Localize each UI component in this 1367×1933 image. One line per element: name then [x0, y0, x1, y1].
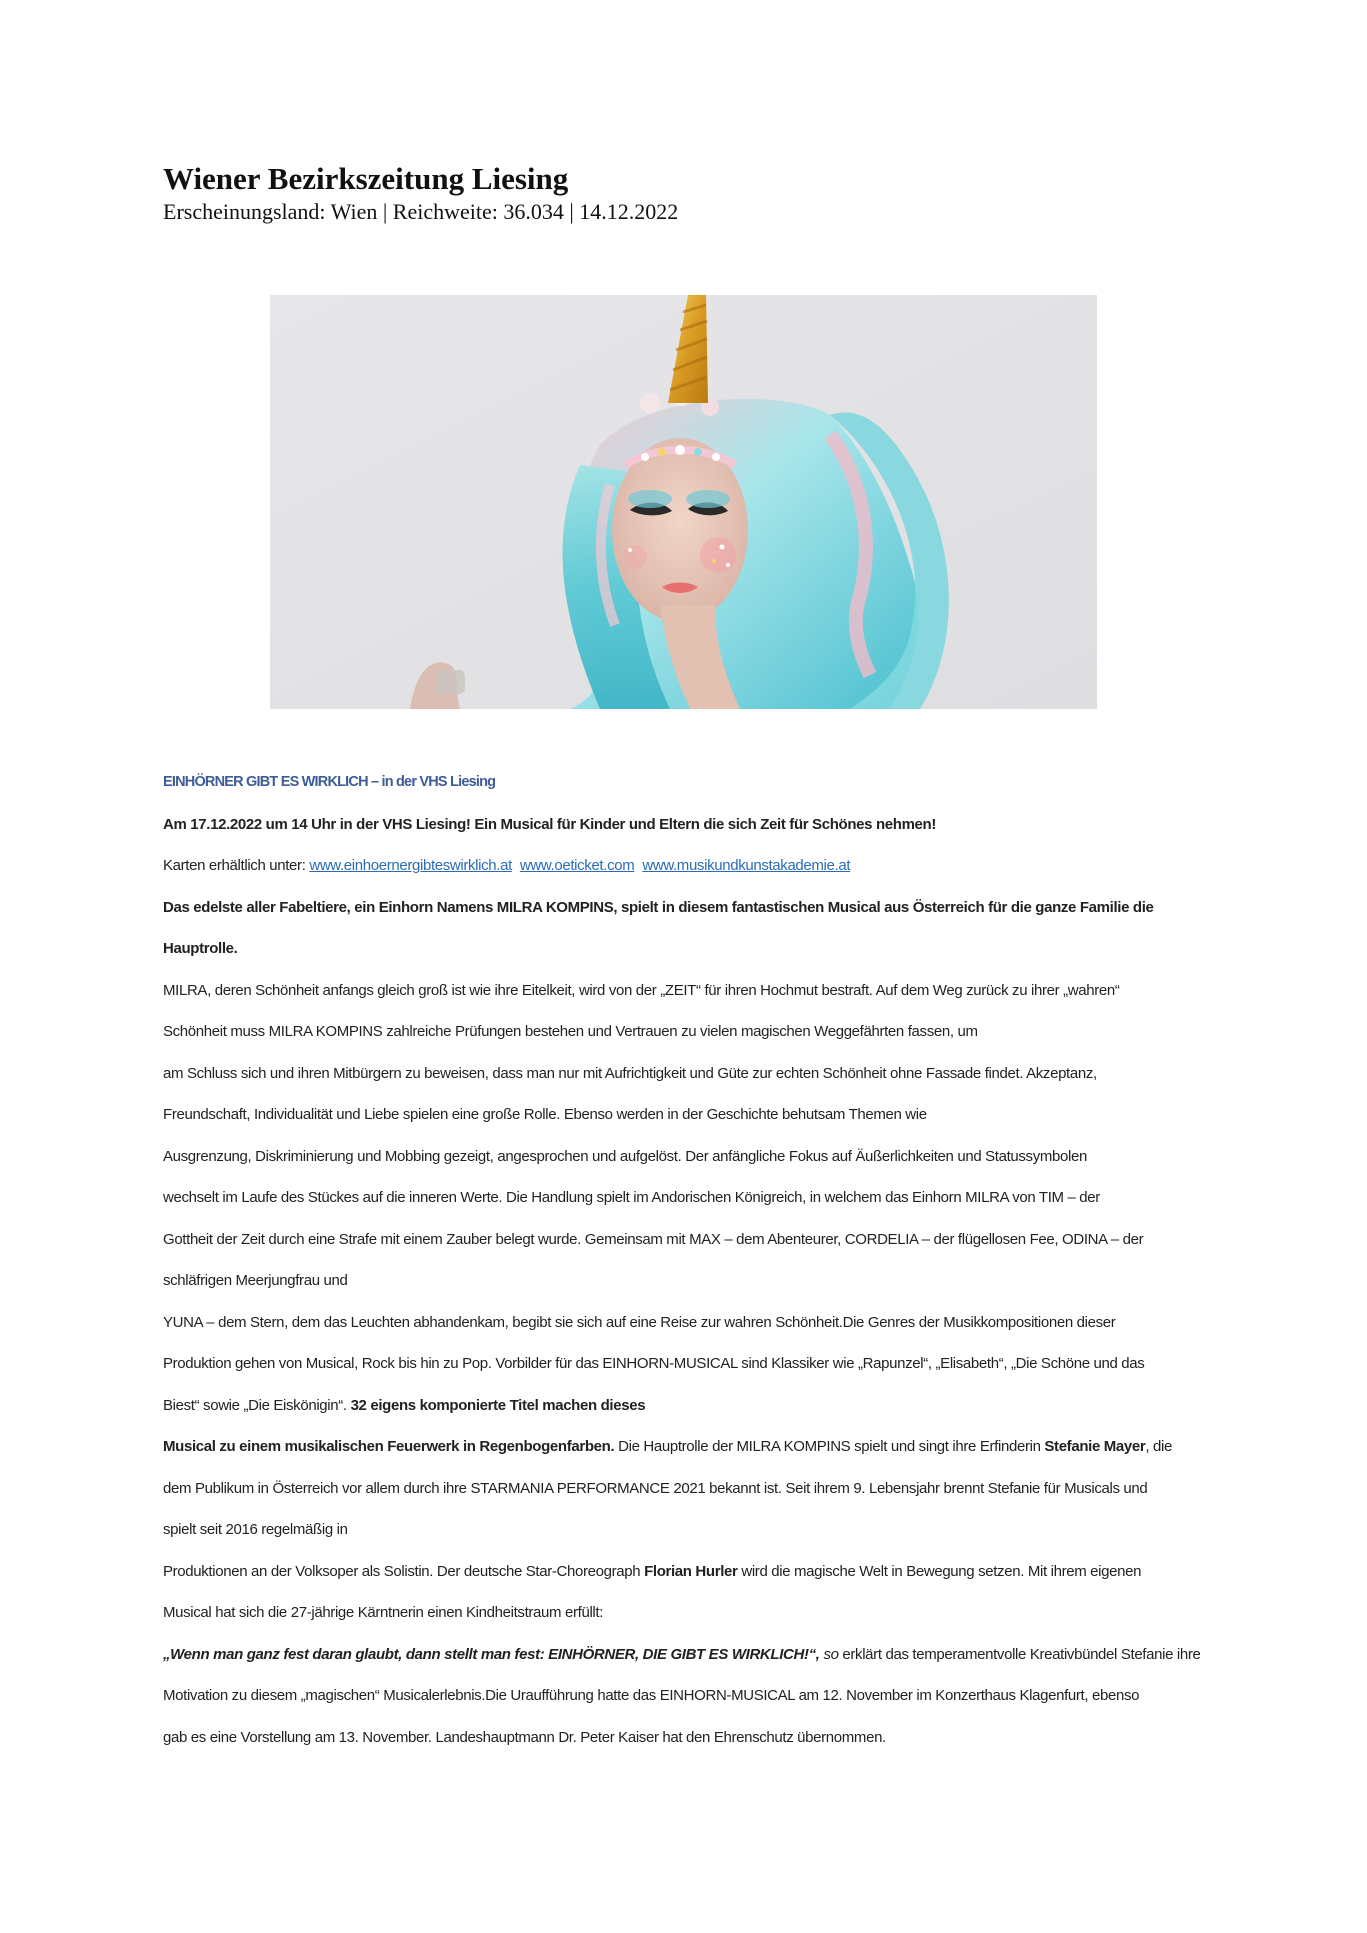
tickets-label: Karten erhältlich unter: — [163, 857, 310, 874]
article-lead: Am 17.12.2022 um 14 Uhr in der VHS Liesing! Ein Musical für Kinder und Eltern die sich Zeit für Schönes nehmen! — [163, 815, 937, 833]
body-line-11-bold: 32 eigens komponierte Titel machen dieses — [350, 1396, 646, 1414]
article-body — [163, 762, 1223, 1758]
body-line-6: wechselt im Laufe des Stückes auf die inneren Werte. Die Handlung spielt im Andorischen Königreich, in welchem das Einhorn MILRA von TIM – der — [163, 1189, 1100, 1206]
body-line-17-text: erklärt das temperamentvolle Kreativbündel Stefanie ihre — [838, 1645, 1201, 1663]
body-line-11-text: Biest“ sowie „Die Eiskönigin“. — [163, 1396, 351, 1414]
body-line-12-bold: Musical zu einem musikalischen Feuerwerk in Regenbogenfarben. — [163, 1438, 615, 1455]
body-line-15-text: Produktionen an der Volksoper als Solistin. Der deutsche Star-Choreograph — [163, 1562, 645, 1580]
body-line-5: Ausgrenzung, Diskriminierung und Mobbing gezeigt, angesprochen und aufgelöst. Der anfängliche Fokus auf Äußerlichkeiten und Statussymbolen — [163, 1147, 1087, 1165]
body-line-11 — [163, 1385, 1223, 1427]
body-line-7: Gottheit der Zeit durch eine Strafe mit einem Zauber belegt wurde. Gemeinsam mit MAX – dem Abenteurer, CORDELIA – der flügellosen Fee, ODINA – der — [163, 1230, 1144, 1248]
body-line-2: Schönheit muss MILRA KOMPINS zahlreiche Prüfungen bestehen und Vertrauen zu vielen magischen Weggefährten fassen, um — [163, 1023, 978, 1040]
body-line-14: spielt seit 2016 regelmäßig in — [163, 1521, 348, 1538]
body-line-17-quote: „Wenn man ganz fest daran glaubt, dann stellt man fest: EINHÖRNER, DIE GIBT ES WIRKLICH!“, — [163, 1645, 824, 1663]
body-line-15-end: wird die magische Welt in Bewegung setzen. Mit ihrem eigenen — [737, 1562, 1142, 1580]
body-line-12-name: Stefanie Mayer — [1044, 1438, 1146, 1455]
body-line-1: MILRA, deren Schönheit anfangs gleich groß ist wie ihre Eitelkeit, wird von der „ZEIT“ für ihren Hochmut bestraft. Auf dem Weg zurück zu ihrer „wahren“ — [163, 981, 1120, 999]
body-line-16: Musical hat sich die 27-jährige Kärntnerin einen Kindheitstraum erfüllt: — [163, 1604, 604, 1621]
body-line-9: YUNA – dem Stern, dem das Leuchten abhandenkam, begibt sie sich auf eine Reise zur wahren Schönheit.Die Genres der Musikkompositionen dieser — [163, 1313, 1116, 1331]
publication-meta: Erscheinungsland: Wien | Reichweite: 36.034 | 14.12.2022 — [163, 199, 679, 224]
body-line-17 — [163, 1634, 1223, 1676]
body-line-19: gab es eine Vorstellung am 13. November. Landeshauptmann Dr. Peter Kaiser hat den Ehrenschutz übernommen. — [163, 1728, 886, 1746]
body-line-12 — [163, 1426, 1223, 1468]
body-line-13: dem Publikum in Österreich vor allem durch ihre STARMANIA PERFORMANCE 2021 bekannt ist. Seit ihrem 9. Lebensjahr brennt Stefanie für Musicals und — [163, 1479, 1148, 1497]
link-oeticket[interactable]: www.oeticket.com — [519, 857, 635, 874]
body-line-12-end: , die — [1145, 1438, 1172, 1455]
body-line-8: schläfrigen Meerjungfrau und — [163, 1272, 348, 1289]
body-line-4: Freundschaft, Individualität und Liebe spielen eine große Rolle. Ebenso werden in der Geschichte behutsam Themen wie — [163, 1106, 927, 1123]
unicorn-portrait-photo — [270, 295, 1097, 709]
body-line-15 — [163, 1551, 1223, 1593]
ticket-links-line — [163, 845, 1223, 887]
intro-line-2: Hauptrolle. — [163, 940, 238, 957]
body-line-15-name: Florian Hurler — [644, 1562, 738, 1580]
body-line-17-so: so — [823, 1645, 839, 1663]
body-line-18: Motivation zu diesem „magischen“ Musicalerlebnis.Die Uraufführung hatte das EINHORN-MUSICAL am 12. November im Konzerthaus Klagenfurt, ebenso — [163, 1687, 1140, 1704]
link-einhoernergibteswirklich[interactable]: www.einhoernergibteswirklich.at — [309, 857, 512, 874]
article-kicker: EINHÖRNER GIBT ES WIRKLICH – in der VHS Liesing — [163, 774, 496, 790]
body-line-10: Produktion gehen von Musical, Rock bis hin zu Pop. Vorbilder für das EINHORN-MUSICAL sind Klassiker wie „Rapunzel“, „Elisabeth“, „Die Schöne und das — [163, 1355, 1145, 1372]
intro-line-1: Das edelste aller Fabeltiere, ein Einhorn Namens MILRA KOMPINS, spielt in diesem fantastischen Musical aus Österreich für die ganze Familie die — [163, 898, 1154, 916]
publication-header — [163, 160, 1223, 226]
body-line-12-text: Die Hauptrolle der MILRA KOMPINS spielt und singt ihre Erfinderin — [614, 1438, 1045, 1455]
link-musikundkunstakademie[interactable]: www.musikundkunstakademie.at — [642, 857, 851, 874]
publication-title: Wiener Bezirkszeitung Liesing — [163, 161, 569, 196]
body-line-3: am Schluss sich und ihren Mitbürgern zu beweisen, dass man nur mit Aufrichtigkeit und Güte zur echten Schönheit ohne Fassade findet. Akzeptanz, — [163, 1064, 1097, 1082]
